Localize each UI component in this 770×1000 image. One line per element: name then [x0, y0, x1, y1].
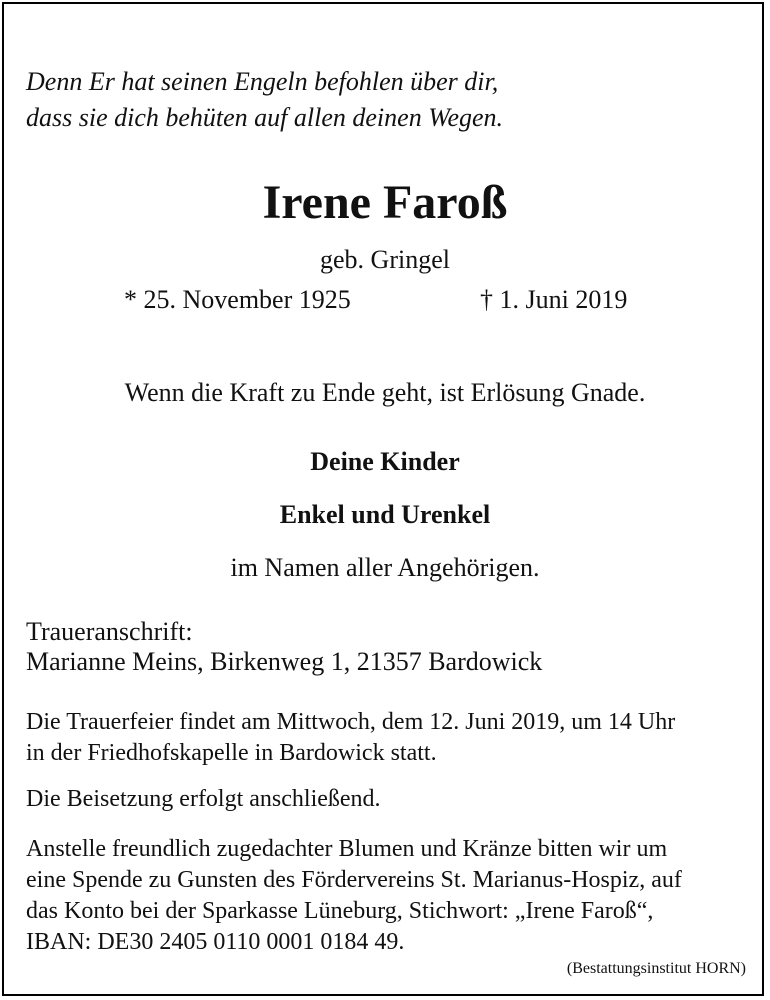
death-date: † 1. Juni 2019 [480, 285, 628, 314]
birth-date: * 25. November 1925 [124, 285, 351, 314]
verse-line-1: Denn Er hat seinen Engeln befohlen über dir, [26, 67, 499, 96]
service-line-1: Die Trauerfeier findet am Mittwoch, dem 12. Juni 2019, um 14 Uhr [26, 709, 676, 735]
deceased-name: Irene Faroß [262, 176, 508, 229]
mourners-children: Deine Kinder [310, 447, 460, 476]
quote: Wenn die Kraft zu Ende geht, ist Erlösung Gnade. [124, 378, 646, 407]
funeral-home: (Bestattungsinstitut HORN) [566, 960, 746, 977]
verse-line-2: dass sie dich behüten auf allen deinen Wegen. [26, 103, 504, 132]
donation-line-3: das Konto bei der Sparkasse Lüneburg, Stichwort: „Irene Faroß“, [26, 898, 654, 924]
burial-note: Die Beisetzung erfolgt anschließend. [26, 786, 381, 812]
mourners-grandchildren: Enkel und Urenkel [279, 500, 491, 529]
donation-line-1: Anstelle freundlich zugedachter Blumen und Kränze bitten wir um [26, 836, 668, 862]
maiden-name: geb. Gringel [320, 245, 450, 274]
address-label: Traueranschrift: [26, 617, 193, 646]
donation-line-2: eine Spende zu Gunsten des Fördervereins St. Marianus-Hospiz, auf [26, 867, 682, 893]
mourners-relatives: im Namen aller Angehörigen. [230, 553, 540, 582]
address-value: Marianne Meins, Birkenweg 1, 21357 Bardowick [26, 647, 543, 676]
service-line-2: in der Friedhofskapelle in Bardowick statt. [26, 740, 437, 766]
donation-line-4: IBAN: DE30 2405 0110 0001 0184 49. [26, 929, 405, 955]
